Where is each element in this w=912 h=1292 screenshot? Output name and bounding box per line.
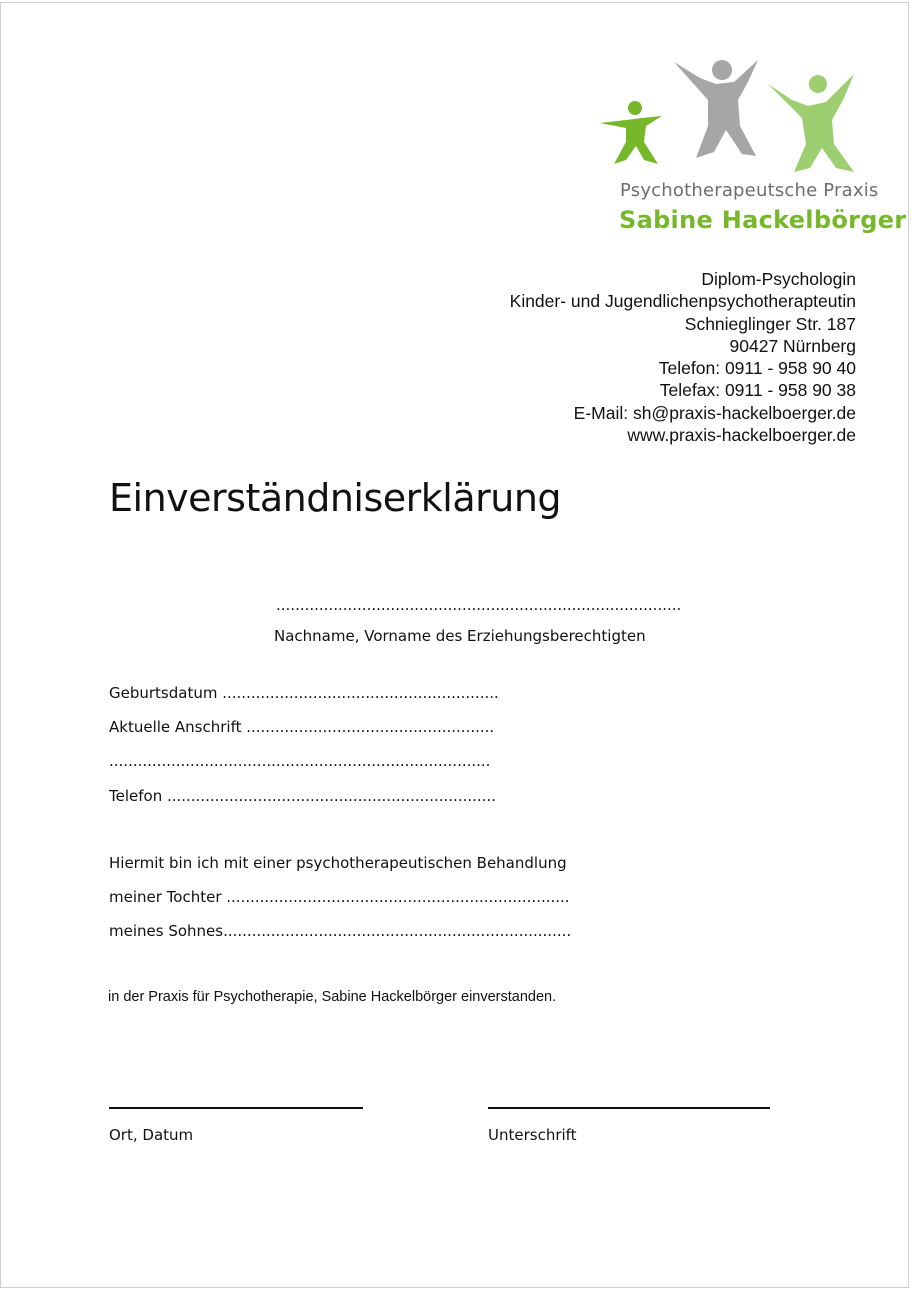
signature-line[interactable]	[488, 1107, 770, 1109]
statement-text: Hiermit bin ich mit einer psychotherapeutischen Behandlung	[109, 854, 567, 872]
address-email[interactable]: E-Mail: sh@praxis-hackelboerger.de	[573, 402, 856, 423]
logo-figure-small	[600, 101, 662, 164]
address-profession: Kinder- und Jugendlichenpsychotherapteutin	[509, 291, 856, 312]
place-date-label: Ort, Datum	[109, 1126, 194, 1144]
birthdate-field[interactable]: Geburtsdatum ..........................................................	[109, 684, 499, 702]
daughter-field[interactable]: meiner Tochter ........................................................................	[109, 888, 570, 906]
address-city: 90427 Nürnberg	[729, 335, 856, 356]
practice-logo	[596, 56, 858, 176]
address-block	[510, 268, 856, 446]
signature-label: Unterschrift	[488, 1126, 577, 1144]
address-phone: Telefon: 0911 - 958 90 40	[658, 358, 856, 379]
address-title: Diplom-Psychologin	[701, 269, 856, 289]
place-date-line[interactable]	[109, 1107, 363, 1109]
logo-subtitle: Psychotherapeutsche Praxis	[620, 180, 879, 201]
address-website[interactable]: www.praxis-hackelboerger.de	[627, 425, 856, 446]
consent-text: in der Praxis für Psychotherapie, Sabine Hackelbörger einverstanden.	[108, 989, 557, 1005]
address-fax: Telefax: 0911 - 958 90 38	[659, 380, 856, 401]
logo-figure-gray	[674, 60, 758, 158]
address-street: Schnieglinger Str. 187	[684, 313, 856, 334]
phone-field[interactable]: Telefon .....................................................................	[109, 787, 496, 805]
document-title: Einverständniserklärung	[109, 476, 562, 520]
address-field-continued[interactable]: ................................................................................	[109, 752, 491, 770]
son-field[interactable]: meines Sohnes.........................................................................	[109, 922, 572, 940]
logo-figure-large	[768, 74, 854, 172]
guardian-name-label: Nachname, Vorname des Erziehungsberechtigten	[274, 627, 646, 645]
guardian-name-field[interactable]: .....................................................................................	[276, 596, 682, 614]
address-field[interactable]: Aktuelle Anschrift ....................................................	[109, 718, 495, 736]
logo-practice-name: Sabine Hackelbörger	[619, 206, 907, 234]
